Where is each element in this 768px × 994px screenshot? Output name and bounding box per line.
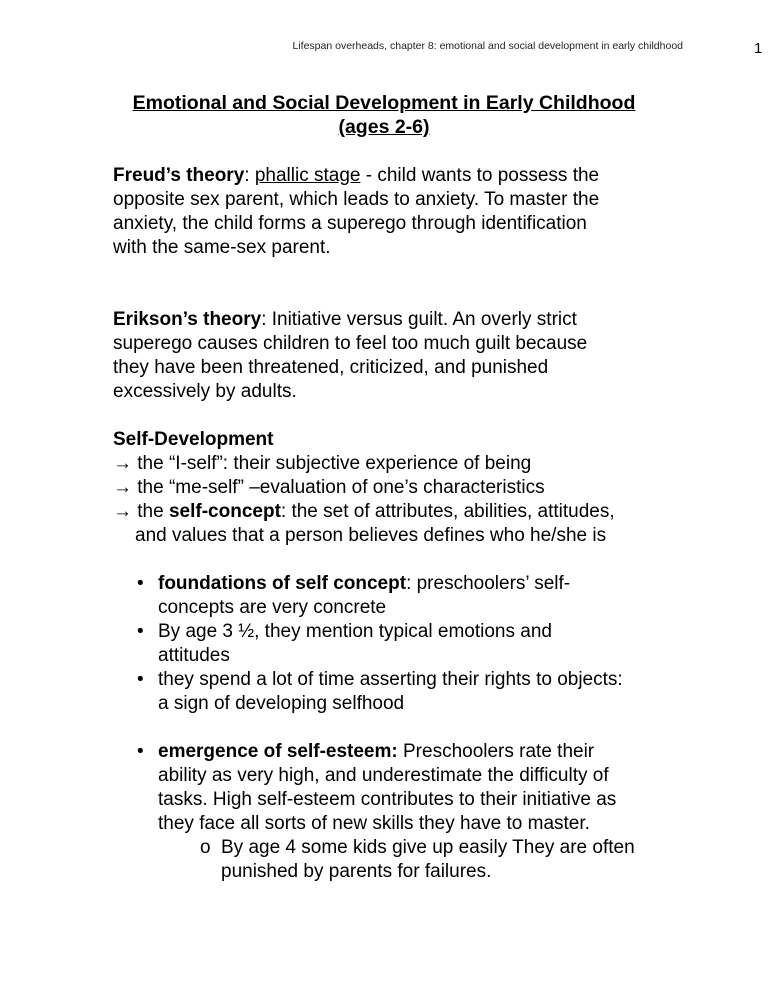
text: the — [132, 501, 169, 522]
arrow-item — [113, 500, 615, 524]
text: the “me-self” –evaluation of one’s characteristics — [132, 477, 545, 498]
freud-line: with the same-sex parent. — [113, 237, 331, 258]
arrow-icon: → — [113, 477, 132, 498]
arrow-item — [113, 476, 545, 500]
bullet-item: they spend a lot of time asserting their rights to objects: — [158, 669, 623, 690]
bullet-item: By age 3 ½, they mention typical emotions and — [158, 621, 552, 642]
bullet-item — [158, 572, 570, 596]
arrow-item-cont: and values that a person believes defines who he/she is — [135, 525, 607, 546]
text: - child wants to possess the — [360, 165, 600, 186]
page-number: 1 — [754, 40, 763, 57]
section-heading: Self-Development — [113, 429, 274, 450]
erikson-line: excessively by adults. — [113, 381, 297, 402]
bullet-icon: • — [137, 573, 144, 594]
bullet-icon: • — [137, 621, 144, 642]
title-line-1: Emotional and Social Development in Early Childhood — [132, 92, 636, 114]
sub-bullet-icon: o — [200, 837, 211, 858]
bullet-cont: attitudes — [158, 645, 230, 666]
sub-bullet-cont: punished by parents for failures. — [221, 861, 492, 882]
page-title — [0, 92, 768, 115]
bullet-cont: they face all sorts of new skills they have to master. — [158, 813, 590, 834]
running-header: Lifespan overheads, chapter 8: emotional and social development in early childhood — [292, 40, 683, 52]
erikson-line: superego causes children to feel too much guilt because — [113, 333, 588, 354]
text: the “I-self”: their subjective experience of being — [132, 453, 532, 474]
bullet-item — [158, 740, 594, 764]
text: : preschoolers’ self- — [406, 573, 571, 594]
bullet-icon: • — [137, 741, 144, 762]
bullet-cont: ability as very high, and underestimate the difficulty of — [158, 765, 609, 786]
text: : Initiative versus guilt. An overly strict — [261, 309, 577, 330]
erikson-line — [113, 308, 577, 332]
freud-line — [113, 164, 599, 188]
title-line-2: (ages 2-6) — [338, 116, 430, 138]
arrow-icon: → — [113, 453, 132, 474]
freud-line: anxiety, the child forms a superego through identification — [113, 213, 587, 234]
term: emergence of self-esteem: — [158, 741, 398, 762]
bullet-cont: concepts are very concrete — [158, 597, 387, 618]
bullet-cont: a sign of developing selfhood — [158, 693, 405, 714]
erikson-line: they have been threatened, criticized, and punished — [113, 357, 549, 378]
arrow-item — [113, 452, 531, 476]
term: self-concept — [168, 501, 281, 522]
freud-line: opposite sex parent, which leads to anxiety. To master the — [113, 189, 600, 210]
sub-bullet-item: By age 4 some kids give up easily They are often — [221, 837, 635, 858]
freud-label: Freud’s theory — [113, 165, 245, 186]
text: Preschoolers rate their — [397, 741, 595, 762]
bullet-icon: • — [137, 669, 144, 690]
text: : the set of attributes, abilities, attitudes, — [280, 501, 615, 522]
phallic-stage-term: phallic stage — [254, 165, 361, 186]
term: foundations of self concept — [158, 573, 407, 594]
erikson-label: Erikson’s theory — [113, 309, 262, 330]
arrow-icon: → — [113, 501, 132, 522]
page-subtitle — [0, 116, 768, 139]
text: : — [244, 165, 255, 186]
bullet-cont: tasks. High self-esteem contributes to their initiative as — [158, 789, 617, 810]
